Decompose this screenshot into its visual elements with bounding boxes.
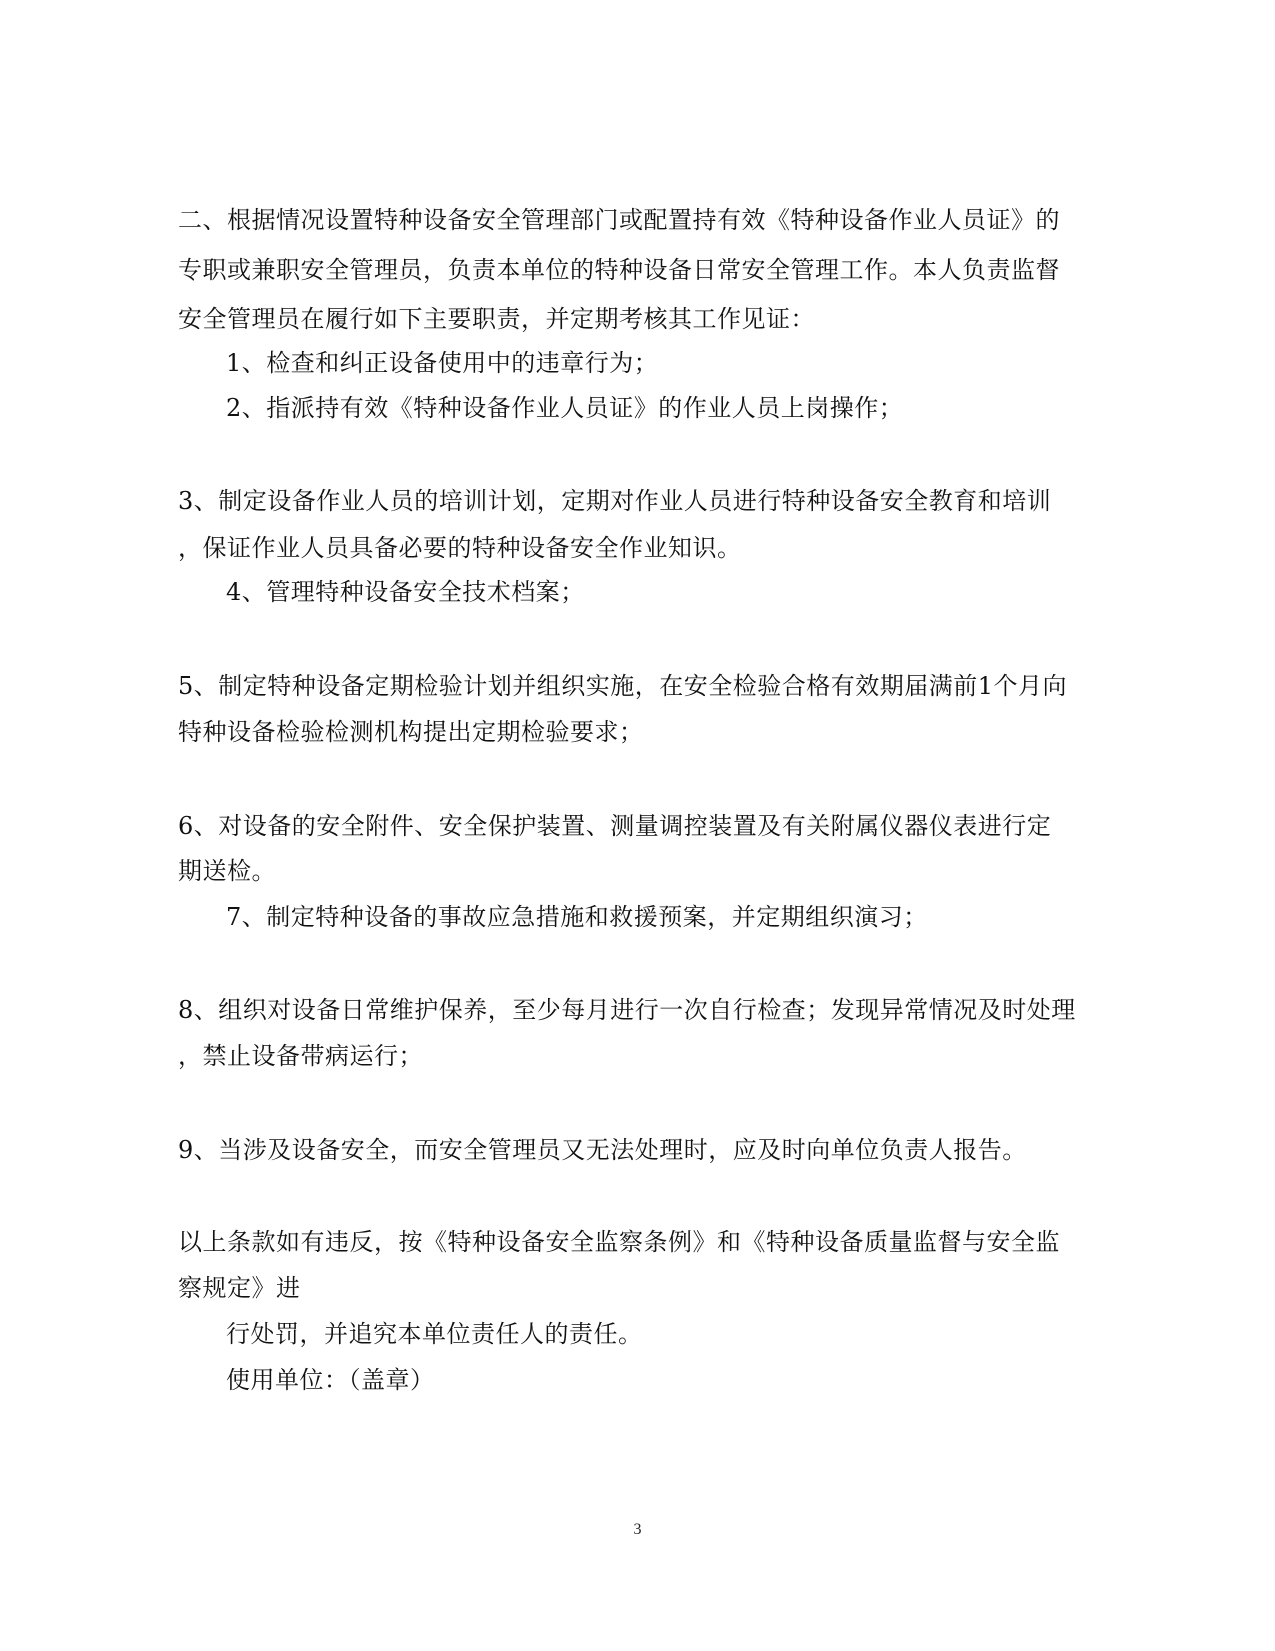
list-item: 9、当涉及设备安全，而安全管理员又无法处理时，应及时向单位负责人报告。 bbox=[178, 1136, 1027, 1164]
text-line: 特种设备检验检测机构提出定期检验要求； bbox=[178, 718, 644, 746]
list-item: 1、检查和纠正设备使用中的违章行为； bbox=[226, 349, 659, 377]
text-line: 以上条款如有违反，按《特种设备安全监察条例》和《特种设备质量监督与安全监 bbox=[178, 1228, 1060, 1256]
list-item: 2、指派持有效《特种设备作业人员证》的作业人员上岗操作； bbox=[226, 394, 904, 422]
list-item: 5、制定特种设备定期检验计划并组织实施，在安全检验合格有效期届满前1个月向 bbox=[178, 672, 1068, 700]
text-line: 行处罚，并追究本单位责任人的责任。 bbox=[226, 1320, 643, 1348]
text-line: ，禁止设备带病运行； bbox=[178, 1042, 423, 1070]
list-item: 7、制定特种设备的事故应急措施和救援预案，并定期组织演习； bbox=[226, 903, 928, 931]
text-line: 安全管理员在履行如下主要职责，并定期考核其工作见证： bbox=[178, 305, 815, 333]
text-line: ，保证作业人员具备必要的特种设备安全作业知识。 bbox=[178, 534, 742, 562]
list-item: 3、制定设备作业人员的培训计划，定期对作业人员进行特种设备安全教育和培训 bbox=[178, 487, 1052, 515]
list-item: 6、对设备的安全附件、安全保护装置、测量调控装置及有关附属仪器仪表进行定 bbox=[178, 812, 1052, 840]
text-line: 二、根据情况设置特种设备安全管理部门或配置持有效《特种设备作业人员证》的 bbox=[178, 206, 1060, 234]
text-line: 期送检。 bbox=[178, 857, 276, 885]
text-line: 察规定》进 bbox=[178, 1274, 301, 1302]
signature-line: 使用单位：（盖章） bbox=[226, 1366, 435, 1394]
text-line: 专职或兼职安全管理员，负责本单位的特种设备日常安全管理工作。本人负责监督 bbox=[178, 256, 1060, 284]
list-item: 8、组织对设备日常维护保养，至少每月进行一次自行检查；发现异常情况及时处理 bbox=[178, 996, 1076, 1024]
list-item: 4、管理特种设备安全技术档案； bbox=[226, 578, 585, 606]
page-number: 3 bbox=[633, 1521, 642, 1538]
